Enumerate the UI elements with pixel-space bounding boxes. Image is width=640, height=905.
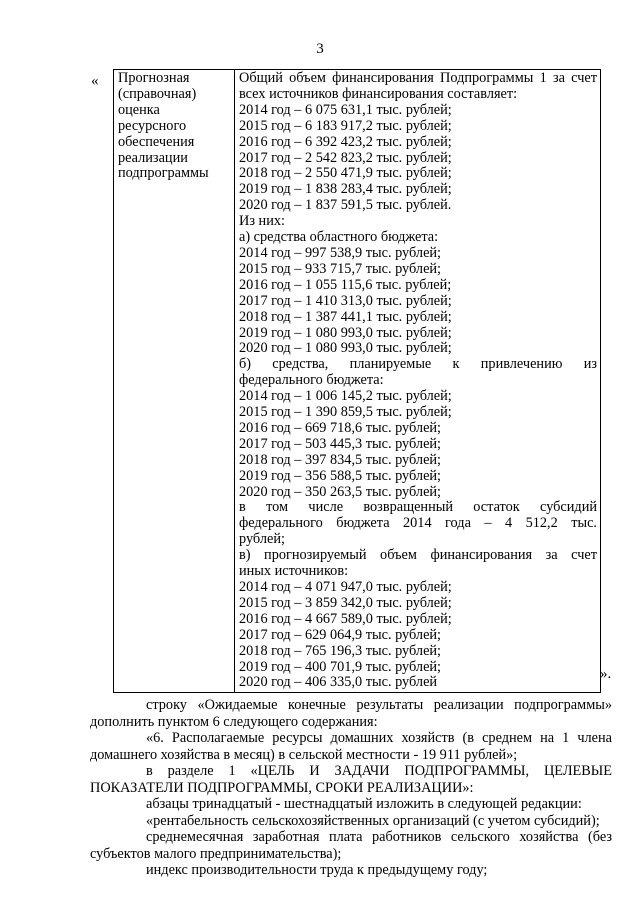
other-sources-line: 2017 год – 629 064,9 тыс. рублей;	[239, 626, 442, 643]
paragraph: «6. Располагаемые ресурсы домашних хозяйств (в среднем на 1 члена домашнего хозяйства в месяц) в сельской местности - 19 911 рублей»;	[90, 730, 612, 763]
other-sources-line: 2015 год – 3 859 342,0 тыс. рублей;	[239, 594, 452, 611]
page-number: 3	[316, 41, 324, 57]
regional-line: 2014 год – 997 538,9 тыс. рублей;	[239, 244, 442, 261]
federal-heading: б) средства, планируемые к привлечению из	[239, 356, 597, 373]
federal-line: 2016 год – 669 718,6 тыс. рублей;	[239, 419, 442, 436]
regional-line: 2018 год – 1 387 441,1 тыс. рублей;	[239, 308, 452, 325]
label-line: обеспечения	[118, 133, 195, 150]
total-line: 2015 год – 6 183 917,2 тыс. рублей;	[239, 117, 452, 134]
closing-quote-mark: ».	[600, 666, 612, 682]
financing-intro: Общий объем финансирования Подпрограммы 1 за счет всех источников финансирования составляет:	[239, 70, 597, 102]
total-line: 2019 год – 1 838 283,4 тыс. рублей;	[239, 181, 452, 198]
other-sources-line: 2020 год – 406 335,0 тыс. рублей	[239, 674, 438, 691]
regional-line: 2019 год – 1 080 993,0 тыс. рублей;	[239, 324, 452, 341]
total-line: 2014 год – 6 075 631,1 тыс. рублей;	[239, 101, 452, 118]
other-sources-heading-continued: иных источников:	[239, 563, 349, 580]
paragraph: строку «Ожидаемые конечные результаты реализации подпрограммы» дополнить пунктом 6 следующего содержания:	[90, 697, 612, 730]
federal-heading-continued: федерального бюджета:	[239, 372, 384, 389]
table-row	[114, 70, 601, 693]
federal-line: 2014 год – 1 006 145,2 тыс. рублей;	[239, 388, 452, 405]
federal-line: 2019 год – 356 588,5 тыс. рублей;	[239, 467, 442, 484]
regional-line: 2015 год – 933 715,7 тыс. рублей;	[239, 260, 442, 277]
other-sources-line: 2019 год – 400 701,9 тыс. рублей;	[239, 658, 442, 675]
federal-line: 2018 год – 397 834,5 тыс. рублей;	[239, 451, 442, 468]
returned-subsidy-line: в том числе возвращенный остаток субсидий	[239, 499, 597, 516]
total-line: 2016 год – 6 392 423,2 тыс. рублей;	[239, 133, 452, 150]
paragraph: «рентабельность сельскохозяйственных организаций (с учетом субсидий);	[146, 812, 600, 829]
other-sources-line: 2018 год – 765 196,3 тыс. рублей;	[239, 642, 442, 659]
resource-support-table	[113, 69, 601, 693]
regional-line: 2020 год – 1 080 993,0 тыс. рублей;	[239, 340, 452, 357]
other-sources-heading: в) прогнозируемый объем финансирования за счет	[239, 547, 597, 564]
row-label-cell	[114, 70, 235, 693]
returned-subsidy-line: федерального бюджета 2014 года – 4 512,2 тыс.	[239, 515, 597, 532]
other-sources-line: 2016 год – 4 667 589,0 тыс. рублей;	[239, 610, 452, 627]
label-line: Прогнозная	[118, 70, 190, 86]
regional-heading: а) средства областного бюджета:	[239, 229, 439, 246]
federal-line: 2017 год – 503 445,3 тыс. рублей;	[239, 435, 442, 452]
row-content-cell	[235, 70, 601, 693]
label-line: (справочная)	[118, 85, 197, 102]
total-line: 2020 год – 1 837 591,5 тыс. рублей.	[239, 197, 452, 214]
regional-line: 2017 год – 1 410 313,0 тыс. рублей;	[239, 292, 452, 309]
regional-line: 2016 год – 1 055 115,6 тыс. рублей;	[239, 276, 452, 293]
paragraph: среднемесячная заработная плата работников сельского хозяйства (без субъектов малого предпринимательства);	[90, 829, 612, 862]
federal-line: 2020 год – 350 263,5 тыс. рублей;	[239, 483, 442, 500]
label-line: оценка	[118, 101, 160, 118]
paragraph: абзацы тринадцатый - шестнадцатый изложить в следующей редакции:	[146, 796, 582, 812]
total-line: 2017 год – 2 542 823,2 тыс. рублей;	[239, 149, 452, 166]
of-them-label: Из них:	[239, 213, 285, 230]
paragraph: индекс производительности труда к предыдущему году;	[146, 862, 488, 878]
federal-line: 2015 год – 1 390 859,5 тыс. рублей;	[239, 404, 452, 421]
label-line: реализации	[118, 149, 188, 166]
paragraph: в разделе 1 «ЦЕЛЬ И ЗАДАЧИ ПОДПРОГРАММЫ, ЦЕЛЕВЫЕ ПОКАЗАТЕЛИ ПОДПРОГРАММЫ, СРОКИ РЕАЛИЗАЦИИ»:	[90, 763, 612, 796]
label-line: ресурсного	[118, 117, 187, 134]
label-line: подпрограммы	[118, 165, 209, 182]
returned-subsidy-line: рублей;	[239, 531, 285, 548]
amendment-text	[90, 697, 612, 879]
other-sources-line: 2014 год – 4 071 947,0 тыс. рублей;	[239, 579, 452, 595]
total-line: 2018 год – 2 550 471,9 тыс. рублей;	[239, 165, 452, 182]
opening-quote-mark: «	[91, 73, 99, 89]
